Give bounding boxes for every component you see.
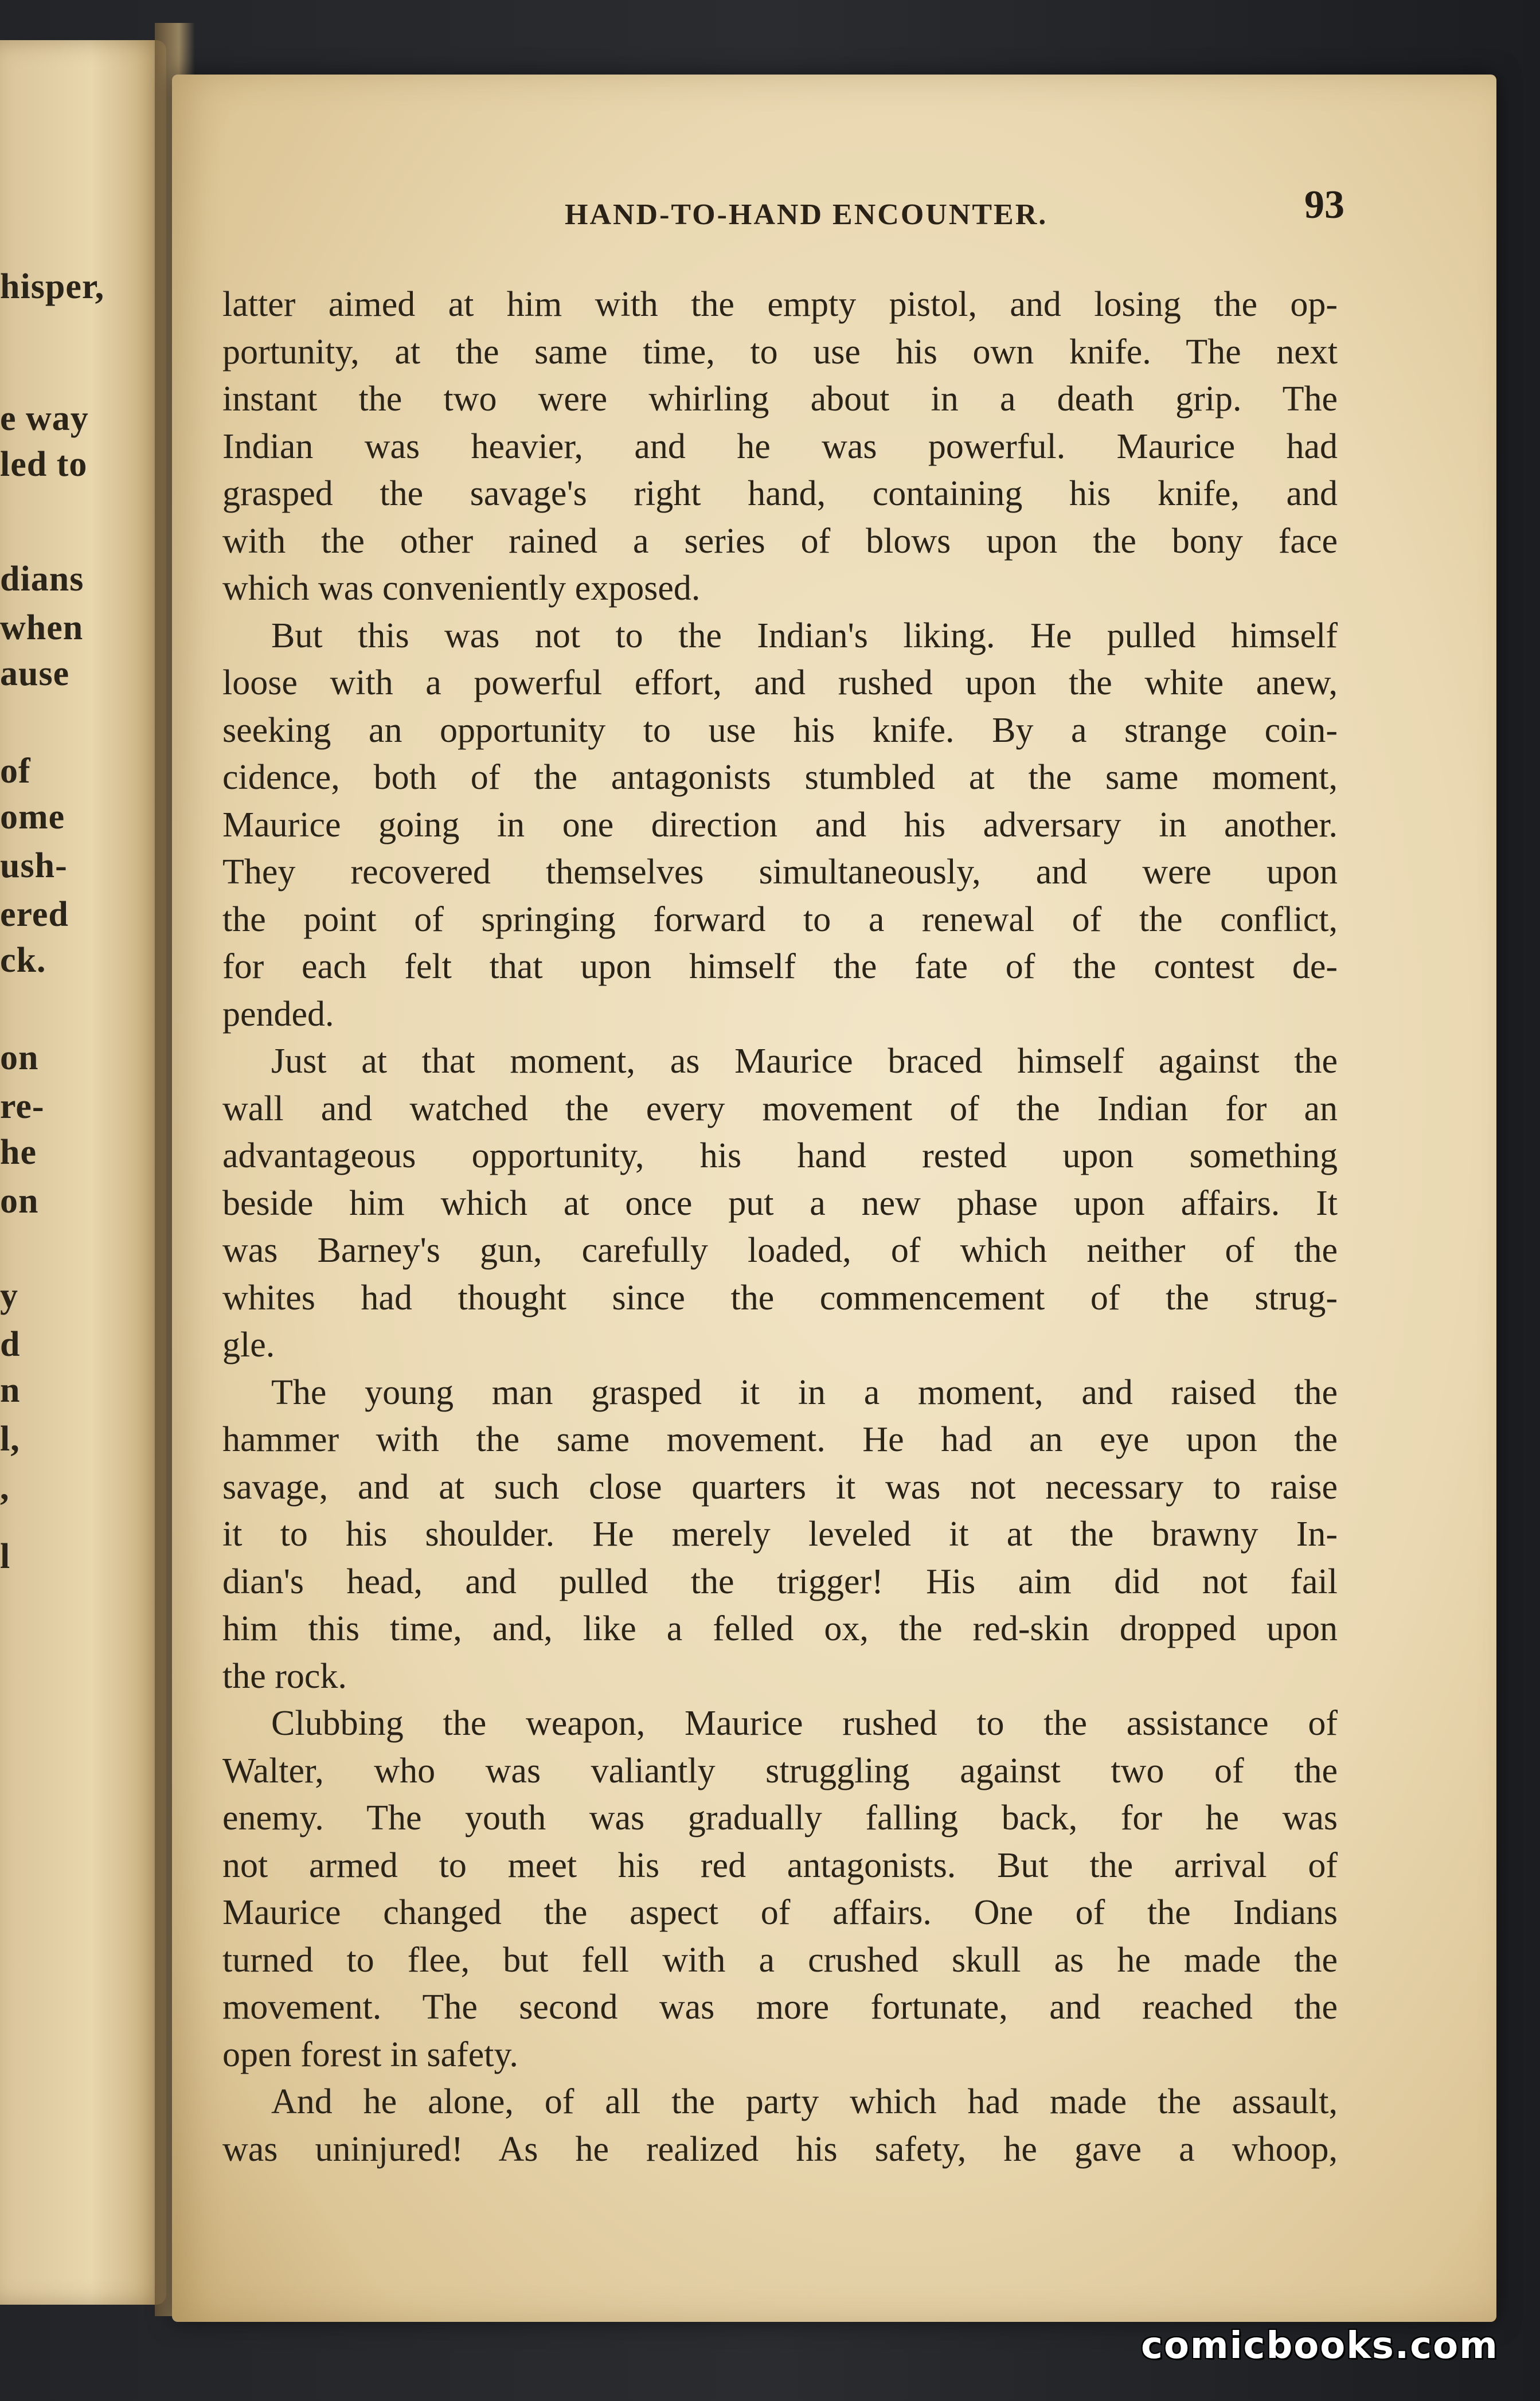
text-line: pended. bbox=[222, 994, 334, 1034]
text-line: loose with a powerful effort, and rushed upon the white anew, bbox=[222, 663, 1338, 702]
text-line: with the other rained a series of blows upon the bony face bbox=[222, 521, 1338, 561]
text-line: Maurice changed the aspect of affairs. One of the Indians bbox=[222, 1893, 1338, 1932]
site-watermark: comicbooks.com bbox=[1141, 2325, 1499, 2367]
text-line: Maurice going in one direction and his adversary in another. bbox=[222, 805, 1338, 844]
text-line: enemy. The youth was gradually falling back, for he was bbox=[222, 1798, 1338, 1837]
text-line: turned to flee, but fell with a crushed skull as he made the bbox=[222, 1940, 1338, 1980]
text-line: Just at that moment, as Maurice braced himself against the bbox=[271, 1042, 1338, 1081]
text-line: cidence, both of the antagonists stumbled at the same moment, bbox=[222, 758, 1338, 797]
text-line: They recovered themselves simultaneously, and were upon bbox=[222, 853, 1338, 891]
text-line: seeking an opportunity to use his knife. By a strange coin- bbox=[222, 710, 1338, 750]
text-line: instant the two were whirling about in a death grip. The bbox=[222, 380, 1338, 419]
left-page-fragment: on bbox=[0, 1182, 39, 1221]
left-page-fragment: he bbox=[0, 1133, 37, 1172]
text-line: Indian was heavier, and he was powerful. Maurice had bbox=[222, 427, 1338, 466]
text-line: was Barney's gun, carefully loaded, of which neither of the bbox=[222, 1231, 1338, 1270]
left-page-fragment: , bbox=[0, 1468, 10, 1507]
text-line: dian's head, and pulled the trigger! His aim did not fail bbox=[222, 1562, 1338, 1601]
left-page-fragment: dians bbox=[0, 560, 84, 599]
text-line: him this time, and, like a felled ox, the red-skin dropped upon bbox=[222, 1609, 1338, 1648]
text-line: grasped the savage's right hand, containing his knife, and bbox=[222, 474, 1338, 513]
text-line: was uninjured! As he realized his safety, he gave a whoop, bbox=[222, 2129, 1338, 2169]
text-line: latter aimed at him with the empty pistol, and losing the op- bbox=[222, 285, 1338, 324]
left-page-fragment: l bbox=[0, 1537, 11, 1576]
text-line: advantageous opportunity, his hand rested upon something bbox=[222, 1136, 1338, 1175]
text-line: Walter, who was valiantly struggling against two of the bbox=[222, 1751, 1338, 1790]
text-line: And he alone, of all the party which had made the assault, bbox=[271, 2082, 1338, 2121]
left-page-fragment: ck. bbox=[0, 941, 46, 980]
left-page-fragment: ush- bbox=[0, 846, 68, 885]
text-line: beside him which at once put a new phase upon affairs. It bbox=[222, 1183, 1338, 1223]
text-line: which was conveniently exposed. bbox=[222, 569, 701, 608]
text-line: gle. bbox=[222, 1325, 275, 1364]
text-line: open forest in safety. bbox=[222, 2035, 518, 2074]
left-page-fragment: of bbox=[0, 752, 31, 791]
left-page bbox=[0, 40, 166, 2305]
text-line: movement. The second was more fortunate, and reached the bbox=[222, 1988, 1338, 2027]
left-page-fragment: led to bbox=[0, 445, 88, 484]
left-page-fragment: ered bbox=[0, 895, 69, 934]
left-page-fragment: d bbox=[0, 1325, 21, 1364]
left-page-fragment: l, bbox=[0, 1420, 20, 1458]
page-number: 93 bbox=[1304, 183, 1344, 227]
text-line: for each felt that upon himself the fate of the contest de- bbox=[222, 947, 1338, 986]
left-page-fragment: hisper, bbox=[0, 267, 105, 306]
text-line: Clubbing the weapon, Maurice rushed to the assistance of bbox=[271, 1704, 1338, 1743]
running-head: HAND-TO-HAND ENCOUNTER. bbox=[565, 198, 1048, 231]
left-page-fragment: e way bbox=[0, 399, 89, 438]
left-page-fragment: re- bbox=[0, 1087, 45, 1126]
text-line: savage, and at such close quarters it was not necessary to raise bbox=[222, 1467, 1338, 1507]
text-line: not armed to meet his red antagonists. But the arrival of bbox=[222, 1845, 1338, 1885]
text-line: it to his shoulder. He merely leveled it at the brawny In- bbox=[222, 1515, 1338, 1554]
left-page-fragment: on bbox=[0, 1038, 39, 1077]
text-line: whites had thought since the commencement of the strug- bbox=[222, 1278, 1338, 1317]
text-line: the point of springing forward to a renewal of the conflict, bbox=[222, 900, 1338, 939]
left-page-fragment: ause bbox=[0, 654, 70, 693]
text-line: But this was not to the Indian's liking. He pulled himself bbox=[271, 616, 1338, 655]
text-line: the rock. bbox=[222, 1656, 347, 1696]
left-page-fragment: y bbox=[0, 1276, 18, 1315]
text-line: portunity, at the same time, to use his own knife. The next bbox=[222, 332, 1338, 372]
body-text bbox=[222, 281, 1338, 2173]
left-page-fragment: n bbox=[0, 1371, 21, 1410]
text-line: hammer with the same movement. He had an eye upon the bbox=[222, 1420, 1338, 1459]
text-line: wall and watched the every movement of the Indian for an bbox=[222, 1089, 1338, 1128]
text-line: The young man grasped it in a moment, and raised the bbox=[271, 1372, 1338, 1412]
left-page-fragment: ome bbox=[0, 797, 65, 836]
left-page-fragment: when bbox=[0, 608, 84, 647]
